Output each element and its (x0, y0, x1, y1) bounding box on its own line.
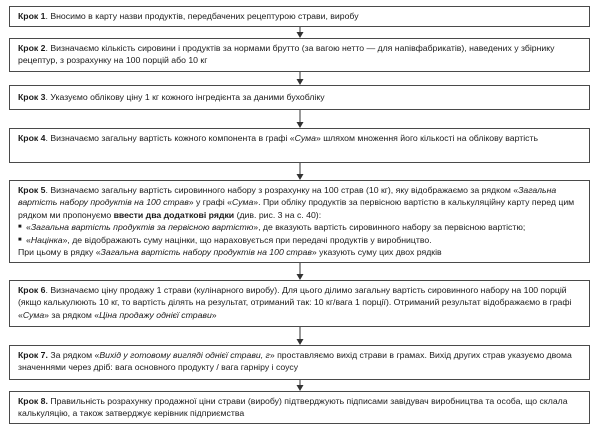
text-run: » за рядком « (44, 309, 100, 320)
text-run: » (211, 309, 217, 320)
step-2-label: Крок 2 (18, 43, 46, 53)
text-run: « (26, 222, 31, 233)
step-text-segments (18, 285, 571, 320)
step-3-box (9, 85, 590, 110)
text-run: » указують суму цих двох рядків (311, 247, 442, 258)
step-2-text (18, 42, 581, 67)
text-run: . Визначаємо кількість сировини і продуктів за нормами брутто (за вагою нетто — для напівфабрикатів), наведених у збірнику рецептур, з розрахунку на 100 порцій або 10 кг (18, 43, 555, 66)
step-5-bullet-2 (18, 234, 581, 246)
italic-text: Вихід у готовому вигляді однієї страви, г (99, 350, 270, 360)
text-run: », де вказують вартість сировинного набору за первісною вартістю; (253, 222, 526, 233)
bold-text: ввести два додаткові рядки (113, 209, 235, 220)
step-1-label: Крок 1 (18, 11, 46, 21)
flow-arrow-1 (296, 27, 304, 38)
step-6-text (18, 284, 581, 321)
step-4-box (9, 128, 590, 163)
text-run: « (26, 234, 31, 245)
flow-arrow-7 (296, 380, 304, 391)
step-1-text (18, 10, 581, 22)
step-text-segments (46, 11, 359, 21)
text-run: . Вносимо в карту назви продуктів, передбачених рецептурою страви, виробу (45, 11, 359, 21)
step-text-segments (18, 350, 572, 372)
italic-text: Загальна вартість продуктів за первісною вартістю (30, 222, 254, 233)
step-text-segments (18, 43, 554, 65)
text-run: » у графі « (188, 197, 232, 208)
text-run: Правильність розрахунку продажної ціни страви (виробу) підтверджують підписами завідувач виробництва та особа, що склала калькуляцію, а також затверджує керівник підприємства (18, 396, 568, 419)
step-3-label: Крок 3 (18, 92, 46, 102)
step-text-segments (46, 92, 325, 102)
step-text-segments (26, 222, 525, 232)
step-6-label: Крок 6 (18, 285, 46, 295)
step-7-label: Крок 7. (18, 350, 48, 360)
step-7-box (9, 345, 590, 380)
step-text-segments (18, 185, 574, 220)
step-4-label: Крок 4 (18, 133, 46, 143)
step-5-text-after (18, 246, 581, 258)
flow-arrow-6 (296, 327, 304, 345)
step-5-label: Крок 5 (18, 185, 46, 195)
step-8-text (18, 395, 581, 420)
text-run: » проставляємо вихід страви в грамах. Вихід других страв указуємо двома значеннями через дріб: вага основного продукту / вага гарніру і соусу (18, 350, 572, 373)
step-4-text (18, 132, 581, 144)
italic-text: Ціна продажу однієї страви (99, 309, 212, 320)
text-run: . Визначаємо загальну вартість кожного компонента в графі « (45, 133, 295, 143)
text-run: При цьому в рядку « (18, 247, 101, 258)
italic-text: Загальна вартість набору продуктів на 100 страв (18, 185, 557, 208)
flow-arrow-3 (296, 110, 304, 128)
text-run: За рядком « (47, 350, 100, 360)
step-8-box (9, 391, 590, 424)
flow-arrow-2 (296, 72, 304, 85)
step-text-segments (18, 247, 442, 257)
step-text-segments (18, 396, 568, 418)
text-run: . Визначаємо загальну вартість сировинного набору з розрахунку на 100 страв (10 кг), яку відображаємо за рядком « (45, 185, 519, 195)
step-8-label: Крок 8. (18, 396, 48, 406)
italic-text: Націнка (30, 234, 63, 245)
italic-text: Загальна вартість набору продуктів на 100 страв (100, 247, 312, 258)
step-text-segments (26, 235, 432, 245)
flow-arrow-4 (296, 163, 304, 180)
step-5-text (18, 184, 581, 221)
step-5-bullet-list (18, 221, 581, 246)
text-run: » шляхом множення його кількості на облікову вартість (315, 133, 539, 143)
step-5-box (9, 180, 590, 263)
italic-text: Сума (231, 197, 254, 208)
italic-text: Сума (22, 309, 45, 320)
step-6-box (9, 280, 590, 327)
italic-text: Сума (294, 133, 316, 143)
text-run: ». При обліку продуктів за первісною вартістю в калькуляційну карту перед цим рядком ми пропонуємо (18, 197, 575, 220)
step-5-bullet-1 (18, 221, 581, 233)
step-7-text (18, 349, 581, 374)
text-run: », де відображають суму націнки, що нараховується при передачі продуктів у виробництво. (62, 234, 432, 245)
text-run: . Указуємо облікову ціну 1 кг кожного інгредієнта за даними бухобліку (45, 92, 325, 102)
text-run: . Визначаємо ціну продажу 1 страви (кулінарного виробу). Для цього ділимо загальну вартість сировинного набору на 100 порцій (якщо калькулюють 10 кг, то вартість ділять на результат, отриманий так: 10 кг/вага 1 порції). Отриманий результат відображаємо в графі « (18, 285, 572, 320)
flow-arrow-5 (296, 263, 304, 280)
step-2-box (9, 38, 590, 72)
text-run: (див. рис. 3 на с. 40): (234, 209, 322, 220)
step-3-text (18, 89, 581, 103)
step-1-box (9, 6, 590, 27)
step-text-segments (46, 133, 539, 143)
